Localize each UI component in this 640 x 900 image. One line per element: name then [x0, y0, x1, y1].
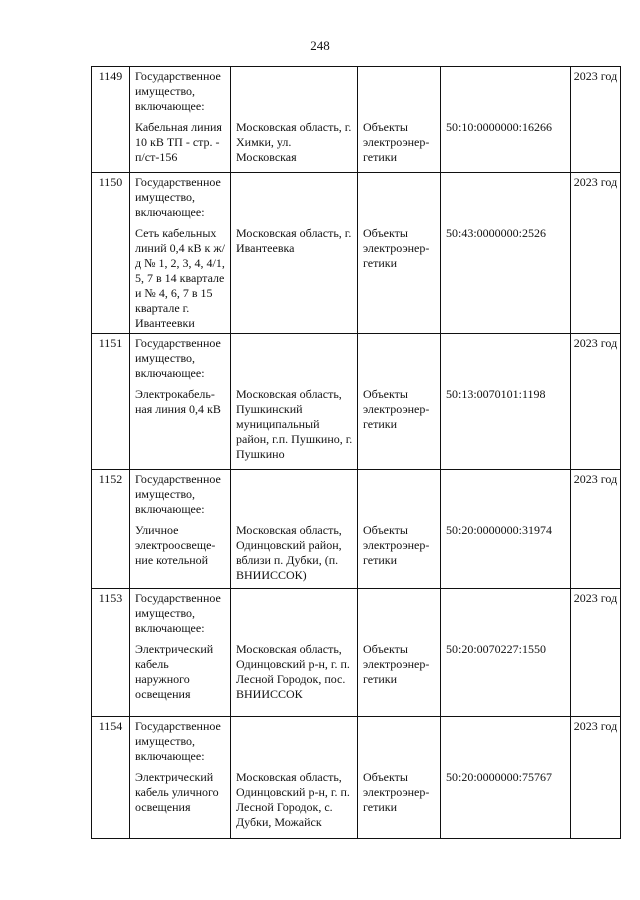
type-cell [358, 717, 441, 839]
year-value: 2023 год [573, 719, 618, 733]
type-cell [358, 334, 441, 470]
item-description-cell [130, 173, 231, 334]
item-type: Объекты электроэнер-гетики [363, 770, 430, 814]
table-row [92, 67, 621, 173]
cadastral-number: 50:10:0000000:16266 [446, 120, 553, 134]
address-cell [231, 717, 358, 839]
type-cell [358, 67, 441, 173]
year-cell [571, 717, 621, 839]
item-name: Сеть кабельных линий 0,4 кВ к ж/д № 1, 2, 3, 4, 4/1, 5, 7 в 14 квартале и № 4, 6, 7 в 15 квартале г. Ивантеевки [135, 226, 225, 330]
row-number: 1154 [92, 717, 130, 839]
page-number: 248 [310, 38, 330, 53]
item-header: Государственное имущество, включающее: [135, 69, 221, 113]
item-description-cell [130, 67, 231, 173]
year-value: 2023 год [573, 336, 618, 350]
cadastral-cell [441, 334, 571, 470]
cadastral-number: 50:20:0070227:1550 [446, 642, 547, 656]
year-value: 2023 год [573, 472, 618, 486]
property-registry-table [91, 66, 621, 839]
item-address: Московская область, г. Химки, ул. Московская [236, 120, 352, 164]
cadastral-cell [441, 173, 571, 334]
year-cell [571, 173, 621, 334]
address-cell [231, 173, 358, 334]
item-description-cell [130, 470, 231, 589]
table-row [92, 470, 621, 589]
item-name: Электрокабель-ная линия 0,4 кВ [135, 387, 221, 416]
table-row [92, 173, 621, 334]
item-header: Государственное имущество, включающее: [135, 336, 221, 380]
item-name: Кабельная линия 10 кВ ТП - стр. - п/ст-156 [135, 120, 222, 164]
cadastral-cell [441, 470, 571, 589]
item-description-cell [130, 589, 231, 717]
cadastral-number: 50:20:0000000:75767 [446, 770, 553, 784]
row-number: 1149 [92, 67, 130, 173]
year-value: 2023 год [573, 591, 618, 605]
address-cell [231, 589, 358, 717]
cadastral-cell [441, 67, 571, 173]
item-header: Государственное имущество, включающее: [135, 591, 221, 635]
year-cell [571, 589, 621, 717]
cadastral-cell [441, 717, 571, 839]
year-cell [571, 67, 621, 173]
item-name: Электрический кабель уличного освещения [135, 770, 219, 814]
row-number: 1151 [92, 334, 130, 470]
item-type: Объекты электроэнер-гетики [363, 523, 430, 567]
type-cell [358, 589, 441, 717]
cadastral-number: 50:13:0070101:1198 [446, 387, 546, 401]
year-cell [571, 470, 621, 589]
year-cell [571, 334, 621, 470]
item-address: Московская область, Пушкинский муниципальный район, г.п. Пушкино, г. Пушкино [236, 387, 353, 461]
item-header: Государственное имущество, включающее: [135, 719, 221, 763]
item-name: Электрический кабель наружного освещения [135, 642, 214, 701]
year-value: 2023 год [573, 175, 618, 189]
item-header: Государственное имущество, включающее: [135, 472, 221, 516]
item-address: Московская область, Одинцовский р-н, г. п. Лесной Городок, с. Дубки, Можайск [236, 770, 350, 829]
address-cell [231, 470, 358, 589]
table-row [92, 589, 621, 717]
item-name: Уличное электроосвеще-ние котельной [135, 523, 216, 567]
table-row [92, 334, 621, 470]
type-cell [358, 470, 441, 589]
type-cell [358, 173, 441, 334]
item-address: Московская область, г. Ивантеевка [236, 226, 352, 255]
address-cell [231, 334, 358, 470]
cadastral-number: 50:43:0000000:2526 [446, 226, 547, 240]
item-type: Объекты электроэнер-гетики [363, 120, 430, 164]
cadastral-cell [441, 589, 571, 717]
item-type: Объекты электроэнер-гетики [363, 226, 430, 270]
item-address: Московская область, Одинцовский р-н, г. п. Лесной Городок, пос. ВНИИССОК [236, 642, 350, 701]
item-address: Московская область, Одинцовский район, вблизи п. Дубки, (п. ВНИИССОК) [236, 523, 342, 582]
row-number: 1152 [92, 470, 130, 589]
table-row [92, 717, 621, 839]
item-type: Объекты электроэнер-гетики [363, 642, 430, 686]
item-type: Объекты электроэнер-гетики [363, 387, 430, 431]
item-description-cell [130, 334, 231, 470]
row-number: 1150 [92, 173, 130, 334]
cadastral-number: 50:20:0000000:31974 [446, 523, 553, 537]
item-header: Государственное имущество, включающее: [135, 175, 221, 219]
address-cell [231, 67, 358, 173]
year-value: 2023 год [573, 69, 618, 83]
row-number: 1153 [92, 589, 130, 717]
item-description-cell [130, 717, 231, 839]
